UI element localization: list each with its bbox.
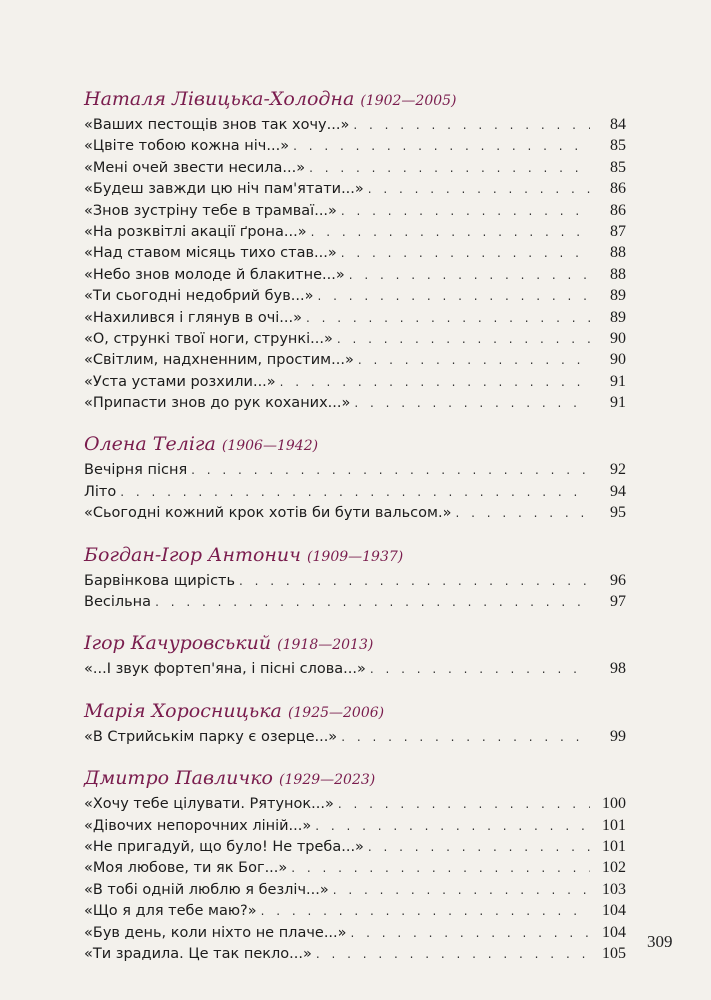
toc-entry bbox=[84, 328, 626, 349]
toc-entry bbox=[84, 264, 626, 285]
entry-title: «Нахилився і глянув в очі...» bbox=[84, 309, 302, 326]
entry-title: «Світлим, надхненним, простим...» bbox=[84, 352, 354, 369]
toc-entry bbox=[84, 481, 626, 502]
author-heading bbox=[84, 86, 626, 114]
entry-page-number: 101 bbox=[602, 837, 626, 855]
entry-title: «В тобі одній люблю я безліч...» bbox=[84, 881, 329, 898]
toc-entry bbox=[84, 879, 626, 900]
entry-page-number: 87 bbox=[610, 222, 626, 240]
dot-leader bbox=[358, 350, 590, 371]
entry-page-number: 88 bbox=[610, 244, 626, 262]
author-heading bbox=[84, 630, 626, 658]
entry-title: «Хочу тебе цілувати. Рятунок...» bbox=[84, 796, 334, 813]
entry-title: Весільна bbox=[84, 594, 152, 611]
toc-entry bbox=[84, 157, 626, 178]
entry-title: Вечірня пісня bbox=[84, 462, 188, 479]
entry-page-number: 97 bbox=[610, 593, 626, 611]
author-section bbox=[84, 698, 626, 747]
entry-title: «Ваших пестощів знов так хочу...» bbox=[84, 117, 350, 133]
dot-leader bbox=[338, 794, 590, 815]
dot-leader bbox=[341, 201, 590, 222]
entry-page-number: 95 bbox=[610, 504, 626, 522]
entry-page-number: 104 bbox=[602, 902, 626, 920]
page-number: 309 bbox=[647, 932, 673, 951]
toc-entry bbox=[84, 857, 626, 878]
entry-page-number: 92 bbox=[610, 461, 626, 479]
toc-entry bbox=[84, 307, 626, 328]
dot-leader bbox=[317, 286, 590, 307]
entry-title: «Будеш завжди цю ніч пам'ятати...» bbox=[84, 181, 364, 198]
author-heading bbox=[84, 542, 626, 570]
entry-title: «Ти сьогодні недобрий був...» bbox=[84, 288, 314, 305]
dot-leader bbox=[280, 372, 590, 393]
entry-title: «О, стрункі твої ноги, стрункі...» bbox=[84, 330, 333, 347]
toc-entry bbox=[84, 900, 626, 921]
entry-page-number: 90 bbox=[610, 351, 626, 369]
entry-page-number: 86 bbox=[610, 201, 626, 219]
author-section bbox=[84, 86, 626, 413]
entry-title: «Ти зрадила. Це так пекло...» bbox=[84, 945, 312, 962]
author-heading bbox=[84, 431, 626, 459]
toc-entry bbox=[84, 221, 626, 242]
dot-leader bbox=[341, 727, 590, 748]
entry-title: «Що я для тебе маю?» bbox=[84, 903, 257, 920]
dot-leader bbox=[349, 265, 590, 286]
entry-title: «Небо знов молоде й блакитне...» bbox=[84, 266, 345, 283]
entry-title: «Сьогодні кожний крок хотів би бути вальсом.» bbox=[84, 505, 452, 522]
entry-page-number: 101 bbox=[602, 816, 626, 834]
entry-page-number: 99 bbox=[610, 727, 626, 745]
dot-leader bbox=[337, 329, 590, 350]
entry-page-number: 98 bbox=[610, 660, 626, 678]
entry-page-number: 89 bbox=[610, 287, 626, 305]
author-name: Наталя Лівицька-Холодна bbox=[84, 88, 355, 110]
dot-leader bbox=[155, 592, 590, 613]
entry-page-number: 91 bbox=[610, 394, 626, 412]
entry-page-number: 105 bbox=[602, 944, 626, 962]
entry-title: «Моя любове, ти як Бог...» bbox=[84, 860, 288, 877]
entry-title: «Дівочих непорочних ліній...» bbox=[84, 817, 312, 834]
entry-title: «В Стрийськім парку є озерце...» bbox=[84, 728, 338, 745]
entry-page-number: 91 bbox=[610, 372, 626, 390]
dot-leader bbox=[293, 136, 590, 157]
author-name: Дмитро Павличко bbox=[84, 767, 273, 790]
dot-leader bbox=[309, 158, 590, 179]
author-section bbox=[84, 630, 626, 679]
author-heading bbox=[84, 698, 626, 726]
toc-entry bbox=[84, 591, 626, 612]
toc-entry bbox=[84, 200, 626, 221]
toc-entry bbox=[84, 178, 626, 199]
toc-entry bbox=[84, 114, 626, 135]
entry-page-number: 102 bbox=[602, 859, 626, 877]
entry-title: «Припасти знов до рук коханих...» bbox=[84, 395, 351, 412]
author-section bbox=[84, 765, 626, 964]
entry-page-number: 103 bbox=[602, 880, 626, 898]
toc-entry bbox=[84, 570, 626, 591]
dot-leader bbox=[316, 944, 590, 965]
author-name: Богдан-Ігор Антонич bbox=[84, 543, 301, 566]
dot-leader bbox=[368, 837, 590, 858]
dot-leader bbox=[354, 393, 590, 414]
author-heading bbox=[84, 765, 626, 793]
entry-page-number: 104 bbox=[602, 923, 626, 941]
dot-leader bbox=[191, 460, 590, 481]
author-years: (1925—2006) bbox=[287, 704, 385, 721]
toc-entry bbox=[84, 943, 626, 964]
dot-leader bbox=[341, 243, 590, 264]
entry-title: «На розквітлі акації ґрона...» bbox=[84, 223, 307, 240]
entry-page-number: 88 bbox=[610, 265, 626, 283]
entry-page-number: 90 bbox=[610, 329, 626, 347]
dot-leader bbox=[351, 923, 590, 944]
entry-title: Літо bbox=[84, 483, 117, 500]
entry-page-number: 86 bbox=[610, 180, 626, 198]
entry-page-number: 85 bbox=[610, 158, 626, 176]
author-name: Ігор Качуровський bbox=[84, 632, 272, 655]
dot-leader bbox=[120, 482, 590, 503]
toc-entry bbox=[84, 392, 626, 413]
entry-page-number: 89 bbox=[610, 308, 626, 326]
dot-leader bbox=[455, 503, 590, 524]
author-years: (1906—1942) bbox=[221, 438, 319, 455]
dot-leader bbox=[239, 571, 590, 592]
entry-title: «Знов зустріну тебе в трамваї...» bbox=[84, 202, 337, 219]
entry-title: «Цвіте тобою кожна ніч...» bbox=[84, 138, 290, 155]
entry-page-number: 84 bbox=[610, 116, 626, 133]
entry-title: «Уста устами розхили...» bbox=[84, 373, 276, 390]
author-section bbox=[84, 542, 626, 613]
author-years: (1902—2005) bbox=[360, 93, 457, 109]
author-years: (1918—2013) bbox=[277, 637, 374, 654]
entry-page-number: 94 bbox=[610, 482, 626, 500]
toc-entry bbox=[84, 793, 626, 814]
entry-page-number: 100 bbox=[602, 795, 626, 813]
entry-title: «Над ставом місяць тихо став...» bbox=[84, 245, 337, 262]
dot-leader bbox=[368, 179, 590, 200]
author-section bbox=[84, 431, 626, 523]
entry-page-number: 96 bbox=[610, 571, 626, 589]
entry-title: «Був день, коли ніхто не плаче...» bbox=[84, 924, 347, 941]
toc-entry bbox=[84, 285, 626, 306]
toc-entry bbox=[84, 459, 626, 480]
table-of-contents bbox=[84, 86, 626, 982]
toc-entry bbox=[84, 815, 626, 836]
entry-title: «Не пригадуй, що було! Не треба...» bbox=[84, 838, 364, 855]
toc-entry bbox=[84, 371, 626, 392]
entry-page-number: 85 bbox=[610, 137, 626, 155]
entry-title: Барвінкова щирість bbox=[84, 572, 236, 589]
toc-entry bbox=[84, 502, 626, 523]
toc-entry bbox=[84, 922, 626, 943]
toc-entry bbox=[84, 242, 626, 263]
entry-title: «Мені очей звести несила...» bbox=[84, 159, 306, 176]
toc-entry bbox=[84, 658, 626, 679]
toc-entry bbox=[84, 726, 626, 747]
dot-leader bbox=[261, 901, 590, 922]
dot-leader bbox=[315, 816, 590, 837]
author-name: Олена Теліга bbox=[84, 433, 216, 456]
dot-leader bbox=[353, 115, 590, 136]
dot-leader bbox=[311, 222, 590, 243]
dot-leader bbox=[370, 659, 590, 680]
toc-entry bbox=[84, 135, 626, 156]
dot-leader bbox=[291, 858, 590, 879]
toc-entry bbox=[84, 836, 626, 857]
author-years: (1929—2023) bbox=[279, 772, 376, 789]
author-years: (1909—1937) bbox=[307, 548, 404, 565]
toc-entry bbox=[84, 349, 626, 370]
dot-leader bbox=[306, 308, 590, 329]
dot-leader bbox=[333, 880, 590, 901]
entry-title: «...І звук фортеп'яна, і пісні слова...» bbox=[84, 661, 366, 678]
author-name: Марія Хоросницька bbox=[84, 699, 282, 722]
